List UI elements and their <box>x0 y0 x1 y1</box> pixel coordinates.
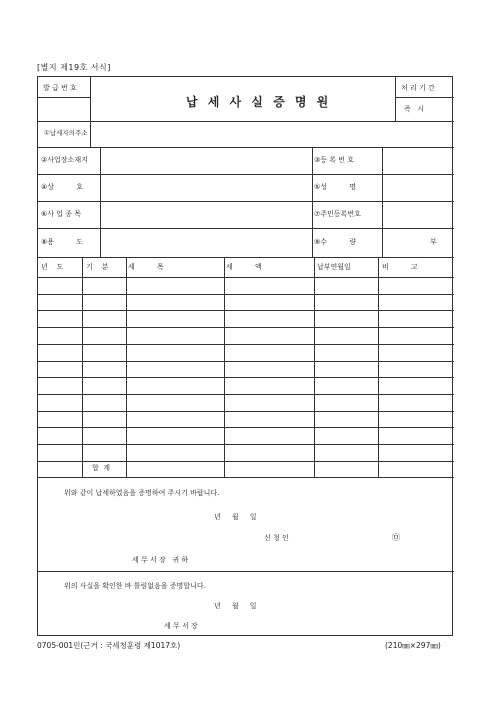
paper-size-footer: (210㎜×297㎜) <box>385 641 441 650</box>
business-address-label: ②사업장소재지 <box>41 156 88 164</box>
divider <box>38 121 454 122</box>
name-label: ⑤성 명 <box>314 183 357 191</box>
divider <box>38 257 454 258</box>
column-header-remarks: 비 고 <box>382 263 418 271</box>
certify-signer: 세 무 서 장 <box>164 622 198 630</box>
table-row-divider <box>38 427 454 428</box>
column-header-year: 년 도 <box>41 263 64 271</box>
address-label: ①납세자의주소 <box>44 129 88 137</box>
processing-period-label: 처 리 기 간 <box>401 84 435 92</box>
document-title: 납 세 사 실 증 명 원 <box>186 95 332 109</box>
divider <box>382 147 383 257</box>
divider <box>38 174 454 175</box>
divider <box>90 121 91 147</box>
business-type-label: ⑥사 업 종 목 <box>41 210 81 218</box>
table-row-divider <box>38 277 454 278</box>
divider <box>38 201 454 202</box>
legal-basis-footer: 0705-001민(근거 : 국세청훈령 제1017호) <box>37 641 181 650</box>
column-header-tax-amount: 세 액 <box>226 263 262 271</box>
divider <box>395 77 396 121</box>
table-row-divider <box>38 327 454 328</box>
trade-name-label: ④상 호 <box>41 183 84 191</box>
table-row-divider <box>38 394 454 395</box>
certify-date: 년 월 일 <box>214 602 257 610</box>
divider <box>100 147 101 257</box>
seal-mark: ㉤ <box>392 533 400 542</box>
quantity-label: ⑨수 량 <box>314 238 357 246</box>
divider <box>38 477 454 478</box>
divider <box>38 571 454 572</box>
issue-number-label: 발 급 번 호 <box>43 84 77 92</box>
purpose-label: ⑧용 도 <box>41 238 84 246</box>
divider <box>38 228 454 229</box>
column-header-tax-item: 세 목 <box>128 263 164 271</box>
table-row-divider <box>38 294 454 295</box>
request-statement: 위와 같이 납세하였음을 증명하여 주시기 바랍니다. <box>64 489 220 497</box>
divider <box>395 97 454 98</box>
table-row-divider <box>38 361 454 362</box>
divider <box>312 147 313 257</box>
column-header-payment-date: 납부연월일 <box>317 263 351 271</box>
tax-payment-certificate-form <box>37 76 453 636</box>
registration-number-label: ③등 록 번 호 <box>314 156 354 164</box>
table-row-divider <box>38 411 454 412</box>
form-number-label: [별지 제19호 서식] <box>37 63 111 72</box>
table-row-divider <box>38 444 454 445</box>
table-row-divider <box>38 377 454 378</box>
processing-period-value: 즉 시 <box>404 105 425 113</box>
divider <box>38 97 90 98</box>
resident-number-label: ⑦주민등록번호 <box>314 210 361 218</box>
column-header-period: 기 분 <box>86 263 109 271</box>
table-row-divider <box>38 310 454 311</box>
addressee: 세 무 서 장 귀 하 <box>132 556 189 564</box>
table-row-divider <box>38 461 454 462</box>
certify-statement: 위의 사실을 확인한 바 틀림없음을 증명합니다. <box>64 582 206 590</box>
request-date: 년 월 일 <box>214 513 257 521</box>
total-label: 합 계 <box>92 464 110 472</box>
divider <box>90 77 91 121</box>
quantity-unit: 부 <box>430 238 437 246</box>
table-row-divider <box>38 344 454 345</box>
applicant-label: 신 청 인 <box>264 534 289 542</box>
